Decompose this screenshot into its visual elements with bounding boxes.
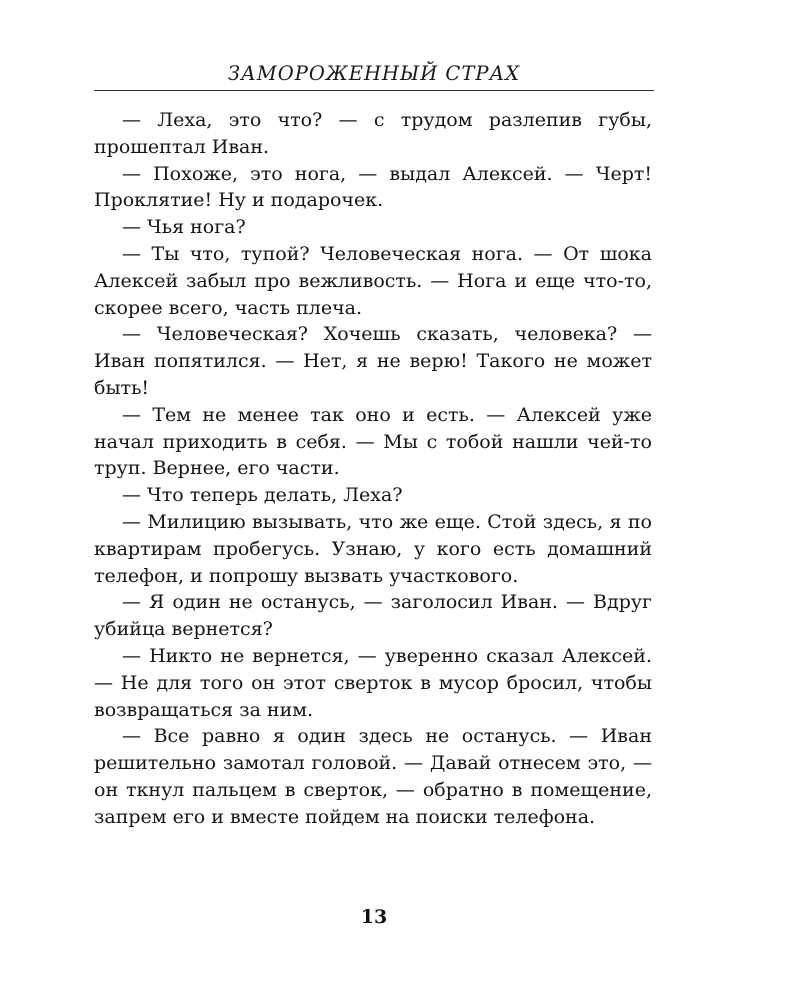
body-text — [94, 107, 652, 831]
paragraph: — Похоже, это нога, — выдал Алексей. — Черт! Проклятие! Ну и подарочек. — [94, 162, 652, 212]
running-title: ЗАМОРОЖЕННЫЙ СТРАХ — [227, 62, 521, 85]
page-number: 13 — [360, 906, 388, 928]
paragraph: — Никто не вернется, — уверенно сказал Алексей. — Не для того он этот сверток в мусор бросил, чтобы возвращаться за ним. — [94, 644, 652, 721]
paragraph: — Я один не останусь, — заголосил Иван. — Вдруг убийца вернется? — [94, 591, 652, 641]
paragraph: — Ты что, тупой? Человеческая нога. — От шока Алексей забыл про вежливость. — Нога и еще что-то, скорее всего, часть плеча. — [94, 242, 652, 319]
paragraph: — Что теперь делать, Леха? — [122, 484, 403, 507]
paragraph: — Тем не менее так оно и есть. — Алексей уже начал приходить в себя. — Мы с тобой нашли чей-то труп. Вернее, его части. — [94, 403, 652, 480]
paragraph: — Милицию вызывать, что же еще. Стой здесь, я по квартирам пробегусь. Узнаю, у кого есть домашний телефон, и попрошу вызвать участкового. — [94, 510, 652, 587]
header-rule — [94, 90, 654, 91]
paragraph: — Все равно я один здесь не останусь. — Иван решительно замотал головой. — Давай отнесем это, — он ткнул пальцем в сверток, — обратно в помещение, запрем его и вместе пойдем на поиски телефона. — [94, 725, 652, 828]
paragraph: — Чья нога? — [122, 216, 246, 239]
paragraph: — Человеческая? Хочешь сказать, человека? — Иван попятился. — Нет, я не верю! Такого не может быть! — [94, 323, 652, 399]
paragraph: — Леха, это что? — с трудом разлепив губы, прошептал Иван. — [94, 109, 652, 158]
